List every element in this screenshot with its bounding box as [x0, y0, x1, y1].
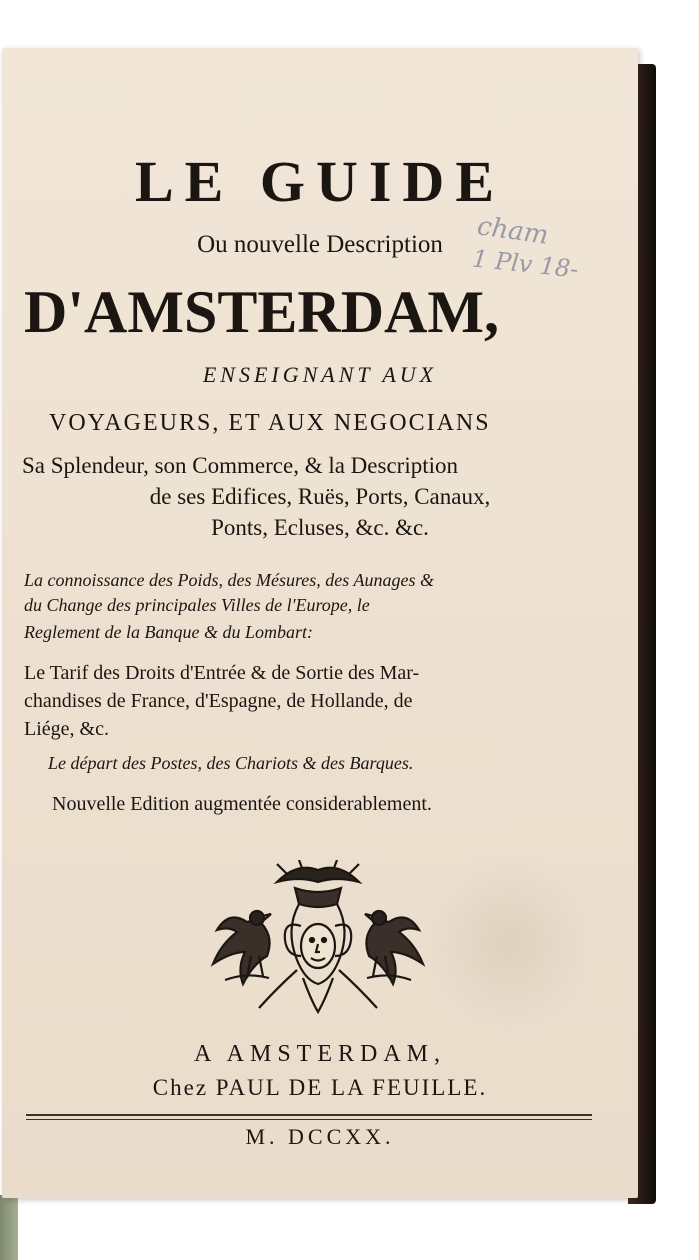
book-subtitle: Ou nouvelle Description [197, 231, 443, 258]
description-line-2: de ses Edifices, Ruës, Ports, Canaux, [149, 484, 491, 509]
printers-ornament-icon [207, 860, 429, 1018]
paragraph-1-line-3: Reglement de la Banque & du Lombart: [24, 622, 313, 642]
title-page [2, 48, 638, 1198]
book-title: LE GUIDE [134, 149, 505, 214]
imprint-place: A AMSTERDAM, [193, 1041, 447, 1067]
imprint-rule [26, 1114, 592, 1120]
description-line-3: Ponts, Ecluses, &c. &c. [211, 515, 429, 540]
description-line-1: Sa Splendeur, son Commerce, & la Description [22, 453, 458, 478]
voyageurs-line: VOYAGEURS, ET AUX NEGOCIANS [49, 410, 491, 436]
paragraph-2-line-3: Liége, &c. [24, 718, 109, 740]
imprint-date: M. DCCXX. [245, 1124, 395, 1149]
paragraph-1-line-2: du Change des principales Villes de l'Europe, le [24, 595, 370, 615]
book-city-title: D'AMSTERDAM, [24, 279, 499, 345]
paragraph-2-line-1: Le Tarif des Droits d'Entrée & de Sortie des Mar- [24, 662, 420, 684]
paragraph-2-line-2: chandises de France, d'Espagne, de Hollande, de [24, 690, 413, 712]
bookmark-ribbon [0, 1195, 18, 1260]
pencil-annotation-line-1: cham [475, 211, 551, 251]
imprint-publisher: Chez PAUL DE LA FEUILLE. [152, 1075, 488, 1100]
paragraph-1-line-1: La connoissance des Poids, des Mésures, des Aunages & [24, 570, 434, 590]
enseignant-line: ENSEIGNANT AUX [202, 362, 438, 387]
edition-note: Nouvelle Edition augmentée considerablement. [52, 793, 432, 815]
paragraph-3: Le départ des Postes, des Chariots & des Barques. [48, 753, 414, 773]
paper-stain [422, 853, 597, 1033]
pencil-annotation-line-2: 1 Plv 18- [470, 244, 580, 284]
